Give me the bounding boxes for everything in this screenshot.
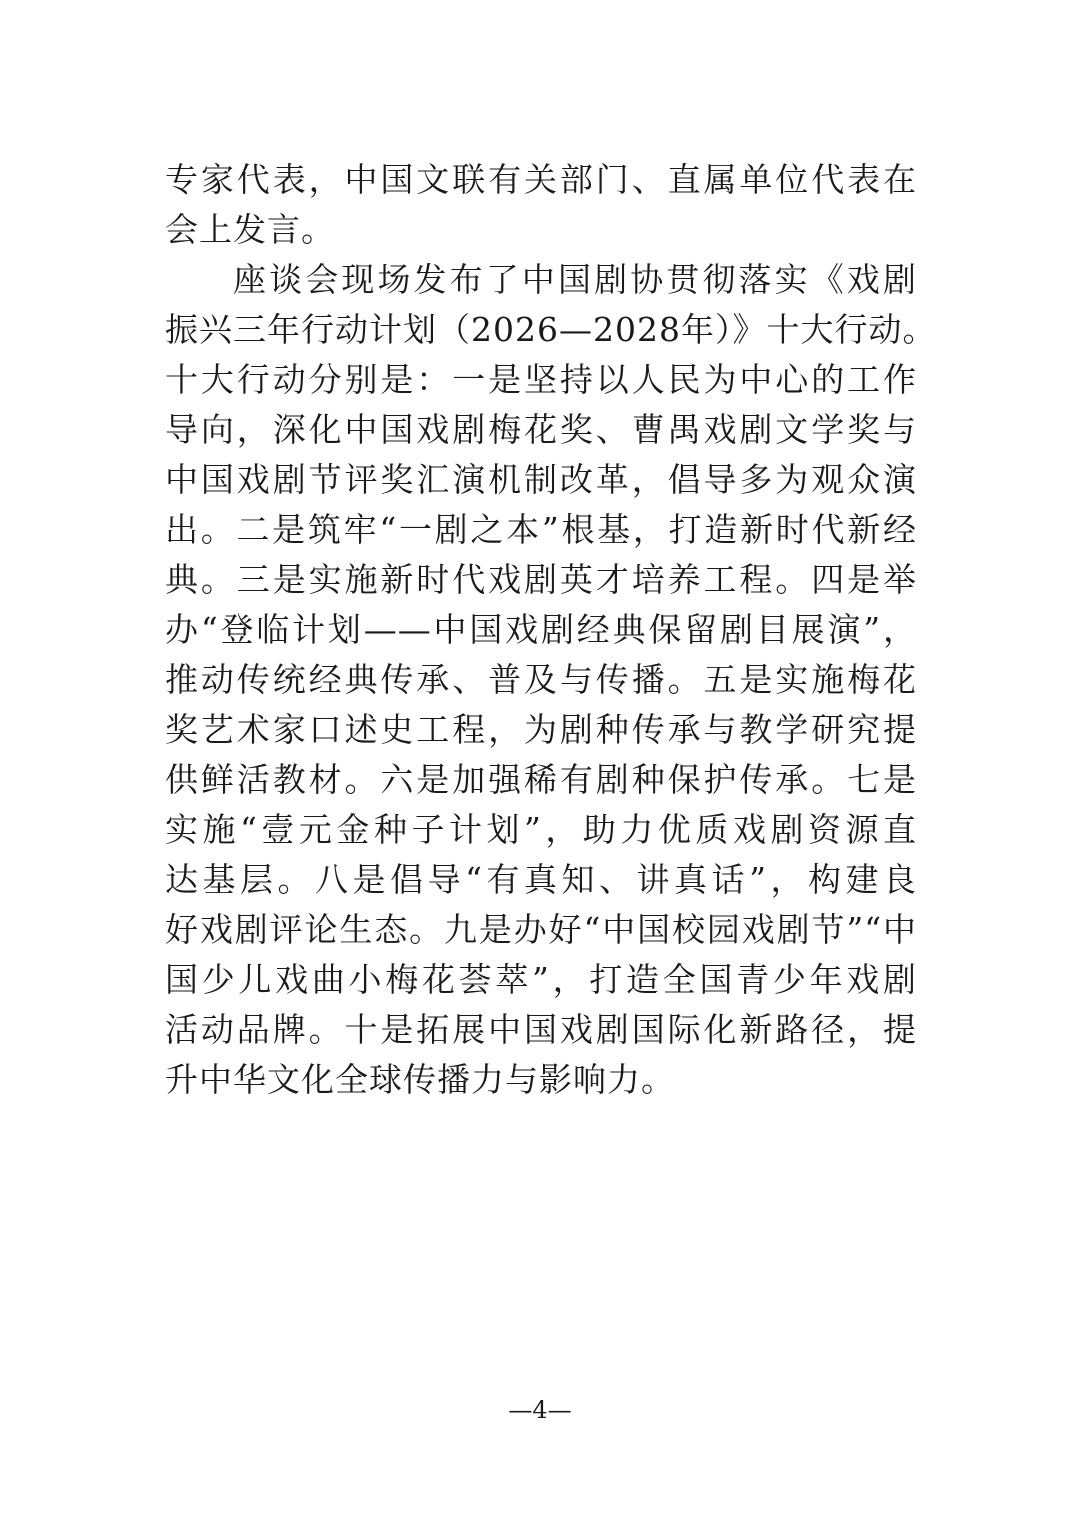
text-line: 活动品牌。十是拓展中国戏剧国际化新路径，提 xyxy=(165,1010,917,1049)
text-line: 会上发言。 xyxy=(165,210,335,249)
text-line: 办“登临计划——中国戏剧经典保留剧目展演”， xyxy=(165,610,917,649)
text-line: 实施“壹元金种子计划”，助力优质戏剧资源直 xyxy=(165,810,917,849)
text-line: 专家代表，中国文联有关部门、直属单位代表在 xyxy=(165,160,917,199)
text-line: 典。三是实施新时代戏剧英才培养工程。四是举 xyxy=(165,560,917,599)
page-number: —4— xyxy=(508,1396,572,1424)
text-line: 升中华文化全球传播力与影响力。 xyxy=(165,1060,675,1099)
text-line: 振兴三年行动计划（2026—2028年）》十大行动。 xyxy=(165,310,937,349)
body-text xyxy=(165,155,937,1105)
text-line: 供鲜活教材。六是加强稀有剧种保护传承。七是 xyxy=(165,760,917,799)
text-line: 十大行动分别是：一是坚持以人民为中心的工作 xyxy=(165,360,917,399)
text-line: 达基层。八是倡导“有真知、讲真话”，构建良 xyxy=(165,860,917,899)
text-line: 座谈会现场发布了中国剧协贯彻落实《戏剧 xyxy=(233,260,917,299)
text-line: 中国戏剧节评奖汇演机制改革，倡导多为观众演 xyxy=(165,460,917,499)
text-line: 导向，深化中国戏剧梅花奖、曹禺戏剧文学奖与 xyxy=(165,410,917,449)
text-line: 好戏剧评论生态。九是办好“中国校园戏剧节”“中 xyxy=(165,910,917,949)
text-line: 国少儿戏曲小梅花荟萃”，打造全国青少年戏剧 xyxy=(165,960,917,999)
text-line: 奖艺术家口述史工程，为剧种传承与教学研究提 xyxy=(165,710,917,749)
text-line: 出。二是筑牢“一剧之本”根基，打造新时代新经 xyxy=(165,510,917,549)
text-line: 推动传统经典传承、普及与传播。五是实施梅花 xyxy=(165,660,917,699)
